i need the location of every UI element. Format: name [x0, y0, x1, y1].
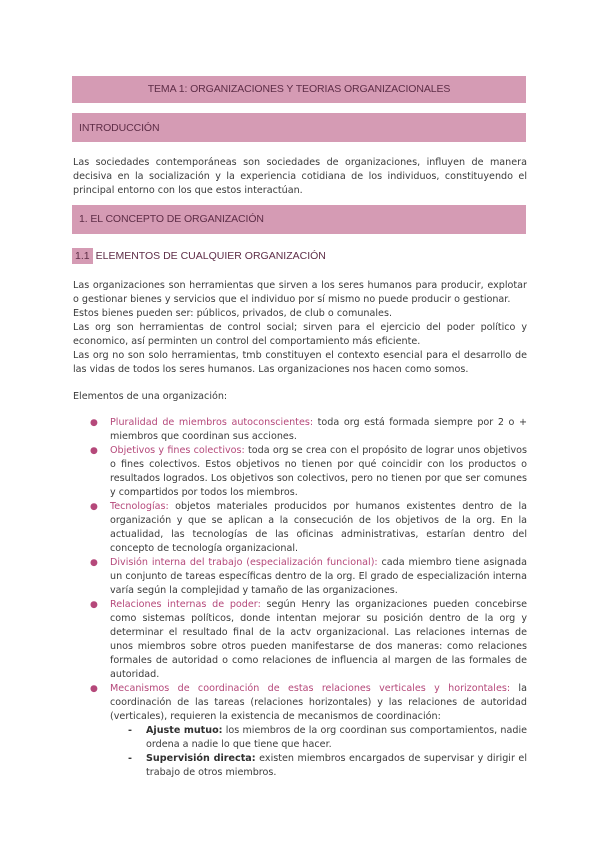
concept-paragraph: Las organizaciones son herramientas que sirven a los seres humanos para producir, explotar o gestionar bienes y servicios que el individuo por sí mismo no puede producir o gestionar.	[73, 280, 527, 305]
sublist-item-text: los miembros de la org coordinan sus comportamientos, nadie ordena a nadie lo que tiene que hacer.	[146, 725, 528, 750]
intro-paragraph: Las sociedades contemporáneas son sociedades de organizaciones, influyen de manera decisiva en la socialización y la experiencia cotidiana de los individuos, constituyendo el principal entorno con los que estos interactúan.	[73, 157, 527, 196]
bullet-icon: ●	[90, 558, 98, 568]
bullet-icon: ●	[90, 446, 98, 456]
list-item-text: objetos materiales producidos por humanos existentes dentro de la organización y que se aplican a la consecución de los objetivos de la org. En la actualidad, las tecnologías de las oficinas administrativas, estarían dentro del concepto de tecnología organizacional.	[110, 501, 527, 554]
coordination-sublist	[110, 724, 527, 780]
concept-heading: 1. EL CONCEPTO DE ORGANIZACIÓN	[79, 213, 264, 225]
intro-heading: INTRODUCCIÓN	[79, 122, 160, 134]
concept-paragraph: Las org no son solo herramientas, tmb constituyen el contexto esencial para el desarrollo de las vidas de todos los seres humanos. Las organizaciones nos hacen como somos.	[73, 350, 527, 375]
sublist-item	[110, 724, 527, 752]
list-item-term: Relaciones internas de poder:	[110, 599, 261, 610]
list-item-term: Pluralidad de miembros autoconscientes:	[110, 417, 314, 428]
list-item	[73, 444, 527, 500]
bullet-icon: ●	[90, 684, 98, 694]
document-title: TEMA 1: ORGANIZACIONES Y TEORIAS ORGANIZACIONALES	[147, 83, 451, 95]
list-item	[73, 556, 527, 598]
list-item	[73, 598, 527, 682]
bullet-icon: ●	[90, 418, 98, 428]
list-item	[73, 500, 527, 556]
list-item-text: cada miembro tiene asignada un conjunto de tareas específicas dentro de la org. El grado de especialización interna varía según la complejidad y tamaño de las organizaciones.	[110, 557, 527, 596]
list-item-term: Objetivos y fines colectivos:	[110, 445, 245, 456]
bullet-icon: ●	[90, 502, 98, 512]
list-item-text: la coordinación de las tareas (relaciones horizontales) y las relaciones de autoridad (verticales), requieren la existencia de mecanismos de coordinación:	[110, 683, 527, 722]
list-item-text: toda org está formada siempre por 2 o + miembros que coordinan sus acciones.	[110, 417, 527, 442]
bullet-icon: ●	[90, 600, 98, 610]
list-item-term: Mecanismos de coordinación de estas relaciones verticales y horizontales:	[110, 683, 511, 694]
subsection-heading	[72, 247, 326, 265]
subsection-number: 1.1	[72, 248, 93, 264]
list-item	[73, 682, 527, 780]
dash-icon: -	[128, 725, 132, 736]
subsection-title: ELEMENTOS DE CUALQUIER ORGANIZACIÓN	[95, 250, 326, 262]
list-item-term: División interna del trabajo (especialización funcional):	[110, 557, 378, 568]
list-item-text: toda org se crea con el propósito de lograr unos objetivos o fines colectivos. Estos objetivos no tienen por qué coincidir con los productos o resultados logrados. Los objetivos son colectivos, pero no tienen por que ser comunes y compartidos por todos los miembros.	[110, 445, 527, 498]
sublist-item-label: Ajuste mutuo:	[146, 725, 223, 736]
list-item	[73, 416, 527, 444]
concept-paragraph: Estos bienes pueden ser: públicos, privados, de club o comunales.	[73, 308, 392, 319]
list-item-text: según Henry las organizaciones pueden concebirse como sistemas políticos, donde intentan mejorar su posición dentro de la org y determinar el resultado final de la actv organizacional. Las relaciones internas de unos miembros sobre otros pueden manifestarse de dos maneras: como relaciones formales de autoridad o como relaciones de influencia al margen de las formales de autoridad.	[110, 599, 528, 680]
elements-list	[73, 416, 527, 780]
list-item-term: Tecnologías:	[110, 501, 169, 512]
intro-heading-band	[72, 113, 526, 142]
concept-paragraphs	[73, 279, 527, 377]
concept-heading-band	[72, 205, 526, 234]
document-title-band	[72, 76, 526, 103]
dash-icon: -	[128, 753, 132, 764]
elements-label: Elementos de una organización:	[73, 391, 228, 402]
sublist-item	[110, 752, 527, 780]
sublist-item-label: Supervisión directa:	[146, 753, 256, 764]
concept-paragraph: Las org son herramientas de control social; sirven para el ejercicio del poder político y economico, así perminten un control del comportamiento más eficiente.	[73, 322, 527, 347]
sublist-item-text: existen miembros encargados de supervisar y dirigir el trabajo de otros miembros.	[146, 753, 528, 778]
